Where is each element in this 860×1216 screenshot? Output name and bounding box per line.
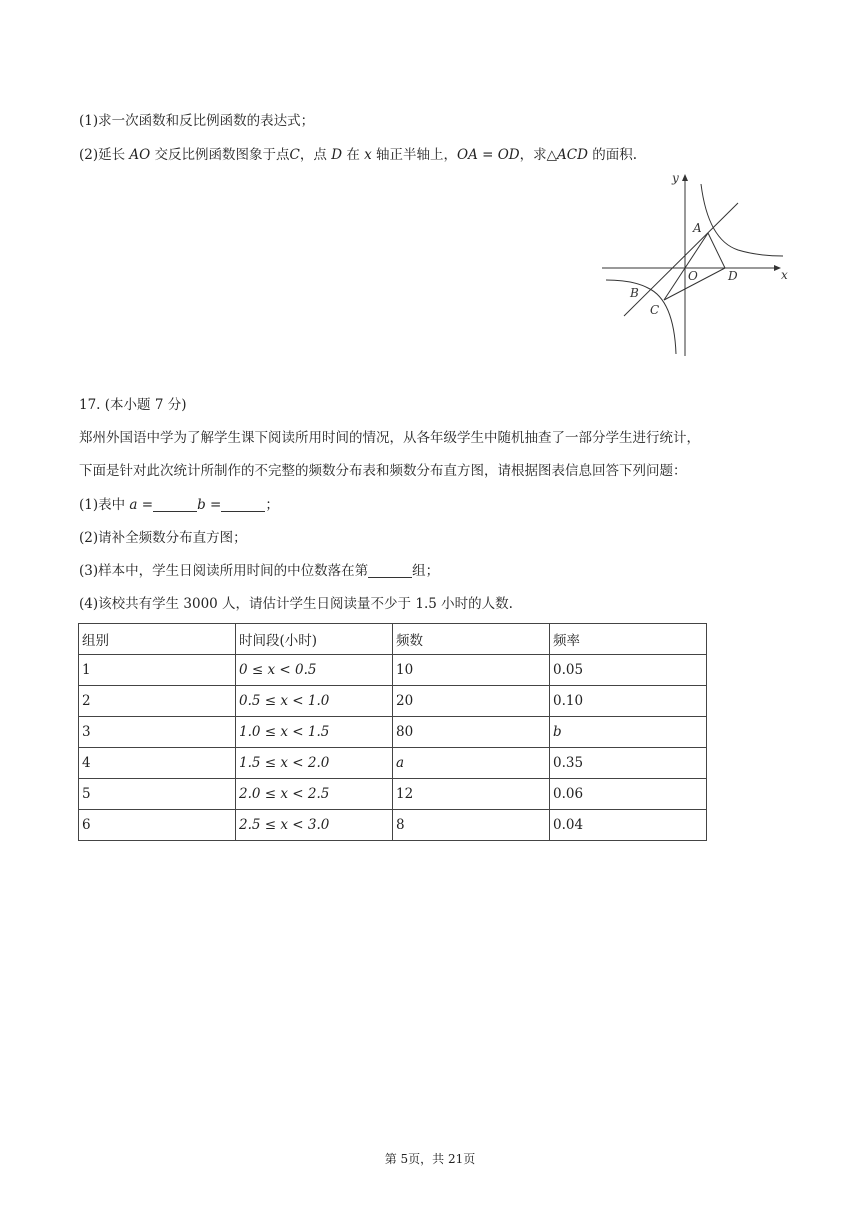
table-row: 2 0.5 ≤ x < 1.0 20 0.10 (79, 686, 707, 717)
label-O: O (688, 269, 698, 283)
hyperbola-branch-1 (701, 184, 783, 256)
header-relative-frequency: 频率 (550, 624, 707, 655)
q17-intro-2: 下面是针对此次统计所制作的不完整的频数分布表和频数分布直方图，请根据图表信息回答下列问题： (79, 463, 687, 479)
table-row: 1 0 ≤ x < 0.5 10 0.05 (79, 655, 707, 686)
coordinate-figure (598, 170, 793, 358)
table-row: 4 1.5 ≤ x < 2.0 a 0.35 (79, 748, 707, 779)
segment-AC (664, 233, 708, 300)
answer-blank-a (153, 497, 197, 512)
y-axis-arrow (682, 174, 688, 181)
table-row: 6 2.5 ≤ x < 3.0 8 0.04 (79, 810, 707, 841)
label-D: D (728, 269, 738, 283)
answer-blank-b (221, 497, 265, 512)
label-A: A (693, 221, 702, 235)
table-row: 3 1.0 ≤ x < 1.5 80 b (79, 717, 707, 748)
table-row: 5 2.0 ≤ x < 2.5 12 0.06 (79, 779, 707, 810)
segment-AD (708, 233, 725, 268)
label-y: y (672, 171, 679, 185)
table-header-row (79, 624, 707, 655)
header-group: 组别 (79, 624, 236, 655)
q17-intro-1: 郑州外国语中学为了解学生课下阅读所用时间的情况，从各年级学生中随机抽查了一部分学生进行统计， (79, 430, 700, 446)
q17-part1: (1)表中 a = b = ； (79, 497, 279, 513)
answer-blank-group (368, 563, 412, 578)
x-axis-arrow (774, 265, 781, 271)
q17-heading: 17. (本小题 7 分) (79, 397, 187, 413)
header-time-range: 时间段(小时) (236, 624, 393, 655)
q16-part2: (2)延长 AO 交反比例函数图象于点C，点 D 在 x 轴正半轴上，OA = OD，求△ACD 的面积. (79, 147, 638, 163)
q16-part1: (1)求一次函数和反比例函数的表达式； (79, 113, 315, 129)
hyperbola-branch-2 (606, 280, 676, 354)
frequency-table (78, 623, 707, 841)
page-footer: 第 5页，共 21页 (384, 1152, 476, 1166)
label-x: x (781, 268, 788, 282)
q17-part2: (2)请补全频数分布直方图； (79, 530, 247, 546)
q17-part4: (4)该校共有学生 3000 人，请估计学生日阅读量不少于 1.5 小时的人数. (79, 596, 513, 612)
header-frequency: 频数 (393, 624, 550, 655)
label-C: C (650, 303, 660, 317)
q17-part3: (3)样本中，学生日阅读所用时间的中位数落在第 组； (79, 563, 440, 579)
label-B: B (630, 286, 639, 300)
